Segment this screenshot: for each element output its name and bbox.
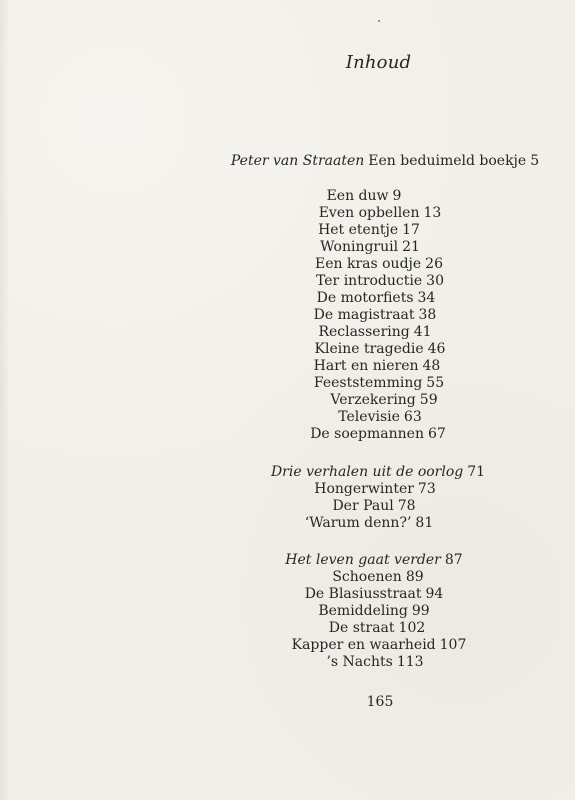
toc-entry-page-number: 46	[427, 341, 446, 357]
toc-entry	[318, 223, 420, 237]
toc-entry-title: Feeststemming	[313, 375, 423, 391]
toc-entry	[317, 291, 436, 305]
toc-entry	[316, 274, 444, 288]
toc-entry-page-number: 41	[413, 324, 432, 340]
toc-entry	[315, 342, 446, 356]
toc-entry-page-number: 30	[426, 273, 444, 289]
toc-entry-page-number: 107	[439, 637, 467, 653]
toc-entry-page-number: 73	[417, 481, 436, 497]
toc-entry-page-number: 102	[398, 620, 426, 636]
toc-entry-page-number: 5	[530, 153, 540, 169]
toc-entry-page-number: 9	[392, 188, 402, 204]
toc-entry-title: Verzekering	[330, 392, 416, 408]
toc-entry-title: Hongerwinter	[314, 481, 414, 497]
toc-entry-title: Kleine tragedie	[314, 341, 424, 357]
toc-entry-page-number: 99	[411, 603, 430, 619]
toc-entry-page-number: 17	[402, 222, 420, 238]
toc-entry	[326, 655, 423, 669]
toc-entry	[320, 240, 420, 254]
toc-entry-title: Het etentje	[318, 222, 399, 238]
toc-entry	[305, 516, 433, 530]
toc-entry	[310, 427, 446, 441]
toc-entry	[332, 499, 415, 513]
page-number: 165	[366, 694, 394, 710]
toc-entry-title: Der Paul	[332, 498, 394, 514]
toc-entry-title: Hart en nieren	[313, 358, 419, 374]
toc-entry-title: Drie verhalen uit de oorlog	[270, 464, 464, 480]
toc-entry-title: Schoenen	[332, 569, 402, 585]
toc-entry	[271, 465, 485, 479]
binding-shadow	[0, 0, 10, 800]
toc-entry-page-number: 21	[402, 239, 420, 255]
toc-entry-subtitle: Een beduimeld boekje	[368, 153, 527, 169]
toc-entry-title: De Blasiusstraat	[304, 586, 422, 602]
toc-entry-title: Ter introductie	[316, 273, 423, 289]
toc-entry-title: De magistraat	[313, 307, 415, 323]
toc-entry	[292, 638, 467, 652]
toc-entry-page-number: 13	[423, 205, 442, 221]
contents-title: Inhoud	[345, 52, 412, 73]
toc-entry-title: ‘Warum denn?’	[304, 515, 412, 531]
toc-entry-page-number: 55	[426, 375, 445, 391]
toc-entry-title: Even opbellen	[318, 205, 420, 221]
toc-entry-page-number: 48	[422, 358, 441, 374]
toc-entry	[231, 154, 539, 168]
toc-entry-page-number: 113	[396, 654, 424, 670]
toc-entry-title: Televisie	[338, 409, 400, 425]
toc-entry	[332, 570, 423, 584]
toc-entry-title: De motorfiets	[316, 290, 414, 306]
toc-entry-title: Reclassering	[318, 324, 410, 340]
toc-entry-title: De soepmannen	[310, 426, 424, 442]
toc-entry-title: Peter van Straaten	[230, 153, 365, 169]
toc-entry	[318, 325, 431, 339]
toc-entry-page-number: 34	[417, 290, 436, 306]
toc-entry	[330, 393, 437, 407]
toc-entry-page-number: 78	[397, 498, 416, 514]
toc-entry-page-number: 94	[425, 586, 444, 602]
toc-entry	[327, 189, 402, 203]
toc-entry-page-number: 71	[467, 464, 486, 480]
toc-entry-title: ’s Nachts	[326, 654, 393, 670]
toc-entry-title: Woningruil	[320, 239, 399, 255]
toc-entry-title: Kapper en waarheid	[291, 637, 436, 653]
toc-entry-title: Een duw	[326, 188, 389, 204]
toc-entry-page-number: 87	[444, 552, 463, 568]
toc-entry-page-number: 38	[418, 307, 437, 323]
toc-entry-title: De straat	[328, 620, 395, 636]
toc-entry	[315, 257, 443, 271]
toc-entry-title: Bemiddeling	[318, 603, 408, 619]
toc-entry	[318, 604, 429, 618]
toc-entry-page-number: 59	[419, 392, 438, 408]
toc-entry	[314, 376, 444, 390]
toc-entry	[319, 206, 442, 220]
toc-entry	[285, 553, 462, 567]
toc-entry	[305, 587, 444, 601]
paper-speck	[378, 20, 380, 22]
toc-entry-page-number: 26	[425, 256, 443, 272]
toc-entry-title: Een kras oudje	[315, 256, 422, 272]
toc-entry	[329, 621, 426, 635]
toc-entry-page-number: 63	[403, 409, 422, 425]
toc-entry	[338, 410, 421, 424]
toc-entry	[314, 359, 441, 373]
toc-entry	[314, 308, 437, 322]
toc-entry	[314, 482, 436, 496]
toc-entry-page-number: 81	[415, 515, 434, 531]
toc-entry-page-number: 67	[427, 426, 446, 442]
toc-entry-title: Het leven gaat verder	[285, 552, 441, 568]
toc-entry-page-number: 89	[405, 569, 424, 585]
